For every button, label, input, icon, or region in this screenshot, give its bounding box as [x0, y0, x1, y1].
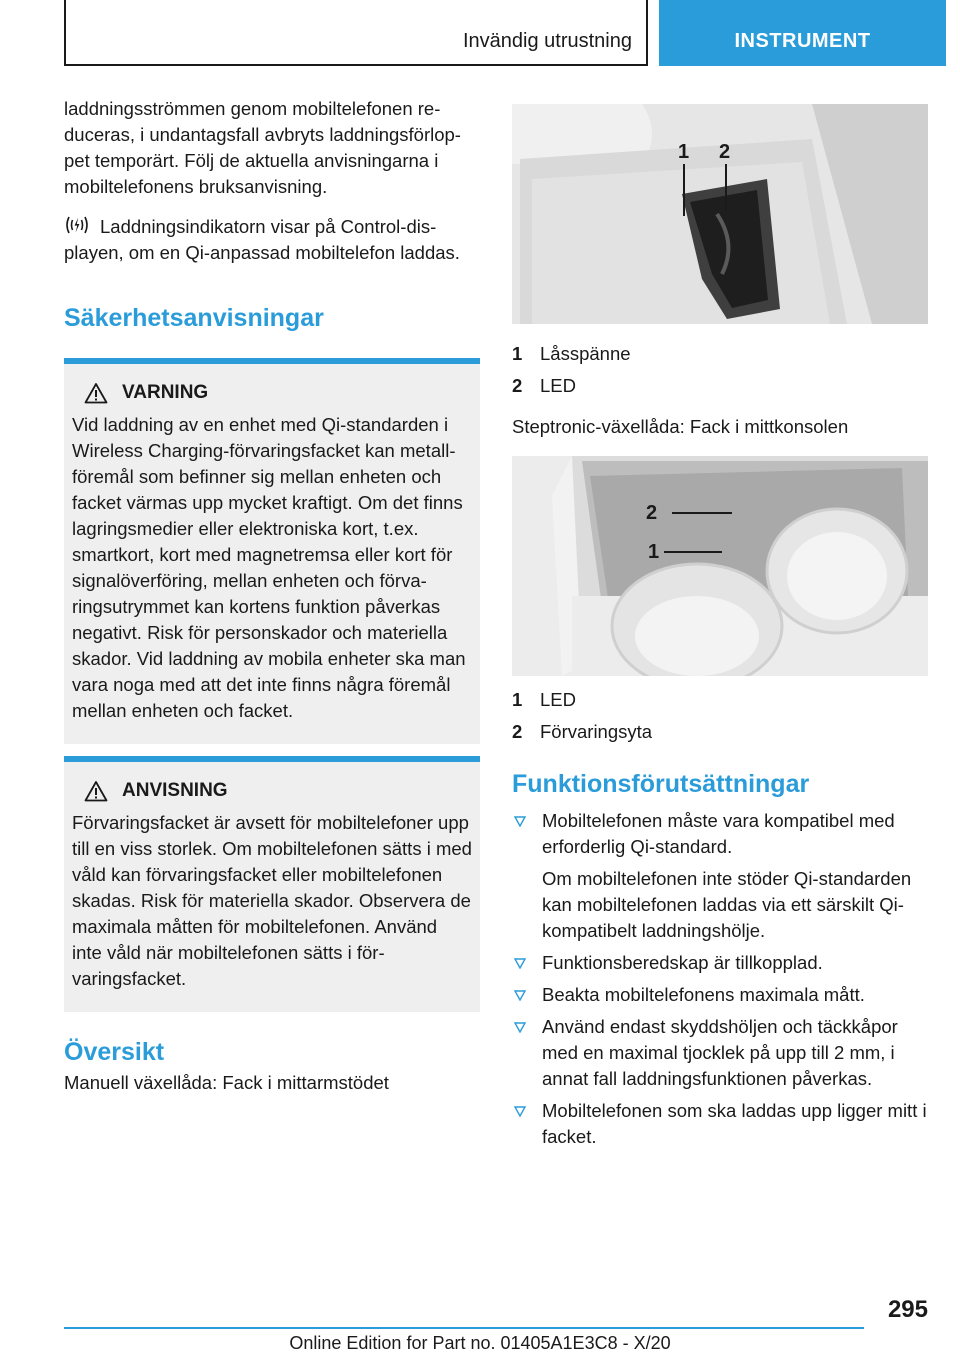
notice-title-row [72, 778, 472, 804]
footer-rule [64, 1327, 864, 1329]
warning-triangle-icon [84, 780, 108, 802]
figure1-callout-1: 1 [678, 141, 690, 163]
page-number: 295 [887, 1296, 928, 1323]
legend-number: 2 [512, 375, 523, 396]
bullet-triangle-icon [514, 816, 526, 827]
header-section-title: Invändig utrustning [462, 30, 632, 52]
function-requirements-heading: Funktionsförutsättningar [512, 770, 810, 798]
list-item [512, 808, 928, 944]
notice-box [64, 756, 480, 1012]
steptronic-caption: Steptronic-växellåda: Fack i mittkonsolen [512, 416, 849, 437]
legend-label: LED [540, 375, 576, 396]
right-column [512, 104, 928, 1156]
list-item [512, 1014, 928, 1092]
list-item [512, 982, 928, 1008]
legend-item [512, 684, 928, 716]
legend-label: Låsspänne [540, 343, 631, 364]
bullet-triangle-icon [514, 1022, 526, 1033]
figure-center-console-tray [512, 456, 928, 676]
notice-title: ANVISNING [122, 780, 228, 801]
wireless-charging-icon [64, 214, 90, 236]
legend-label: Förvaringsyta [540, 721, 653, 742]
warning-text: Vid laddning av en enhet med Qi-standarden i Wireless Charging-förvaringsfacket kan metallföremål som befinner sig mellan enheten och facket värmas upp mycket kraftigt. Om det finns lagringsmedier eller elektroniska kort, t.ex. smartkort, kort med magnetremsa eller kort för signalöverföring, mellan enheten och förvaringsutrymmet kan kortens funktion påverkas negativt. Risk för personskador och materiella skador. Vid laddning av mobila enheter ska man vara noga med att det inte finns några föremål mellan enheten och facket. [72, 414, 466, 721]
notice-text: Förvaringsfacket är avsett för mobiltelefoner upp till en viss storlek. Om mobiltelefonen sätts i med våld kan förvaringsfacket eller mobiltelefonen skadas. Risk för materiella skador. Observera de maximala måtten för mobiltelefonen. Använd inte våld när mobiltelefonen sätts i förvaringsfacket. [72, 812, 472, 989]
bullet-triangle-icon [514, 1106, 526, 1117]
list-item-text: Mobiltelefonen måste vara kompatibel med erforderlig Qi-standard. [542, 810, 895, 857]
footer-edition: Online Edition for Part no. 01405A1E3C8 - X/20 [289, 1333, 671, 1353]
legend-item [512, 338, 928, 370]
figure2-legend [512, 684, 928, 748]
bullet-triangle-icon [514, 990, 526, 1001]
requirements-list [512, 808, 928, 1150]
overview-subtitle: Manuell växellåda: Fack i mittarmstödet [64, 1072, 389, 1093]
list-item-text: Beakta mobiltelefonens maximala mått. [542, 984, 865, 1005]
bullet-triangle-icon [514, 958, 526, 969]
list-item-text: Mobiltelefonen som ska laddas upp ligger mitt i facket. [542, 1100, 927, 1147]
indicator-text: Laddningsindikatorn visar på Control-displayen, om en Qi-anpassad mobiltelefon laddas. [64, 216, 460, 263]
figure1-legend [512, 338, 928, 402]
figure-armrest-compartment [512, 104, 928, 324]
legend-item [512, 716, 928, 748]
figure2-callout-1: 1 [648, 541, 660, 563]
list-item [512, 950, 928, 976]
center-console-image [512, 456, 928, 676]
warning-title-row [72, 380, 472, 406]
armrest-compartment-image [512, 104, 928, 324]
header-section-box [64, 0, 648, 66]
overview-heading: Översikt [64, 1038, 165, 1066]
header-chapter-title: INSTRUMENT [734, 30, 871, 52]
figure2-callout-2: 2 [646, 502, 658, 524]
list-item-text: Använd endast skyddshöljen och täckkåpor med en maximal tjocklek på upp till 2 mm, i annat fall laddningsfunktionen påverkas. [542, 1016, 898, 1089]
legend-label: LED [540, 689, 576, 710]
left-column [64, 96, 480, 1096]
indicator-paragraph [64, 214, 480, 266]
legend-number: 1 [512, 689, 523, 710]
warning-box [64, 358, 480, 744]
warning-title: VARNING [122, 382, 209, 403]
legend-item [512, 370, 928, 402]
intro-paragraph: laddningsströmmen genom mobiltelefonen reduceras, i undantagsfall avbryts laddningsförloppet temporärt. Följ de aktuella anvisningarna i mobiltelefonens bruksanvisning. [64, 98, 461, 197]
list-item [512, 1098, 928, 1150]
safety-heading: Säkerhetsanvisningar [64, 304, 324, 332]
list-item-subtext: Om mobiltelefonen inte stöder Qi-standarden kan mobiltelefonen laddas via ett särskilt Qi-kompatibelt laddningshölje. [542, 868, 912, 941]
legend-number: 2 [512, 721, 523, 742]
header-chapter-tab [659, 0, 946, 66]
legend-number: 1 [512, 343, 523, 364]
warning-triangle-icon [84, 382, 108, 404]
list-item-text: Funktionsberedskap är tillkopplad. [542, 952, 823, 973]
figure1-callout-2: 2 [719, 141, 731, 163]
